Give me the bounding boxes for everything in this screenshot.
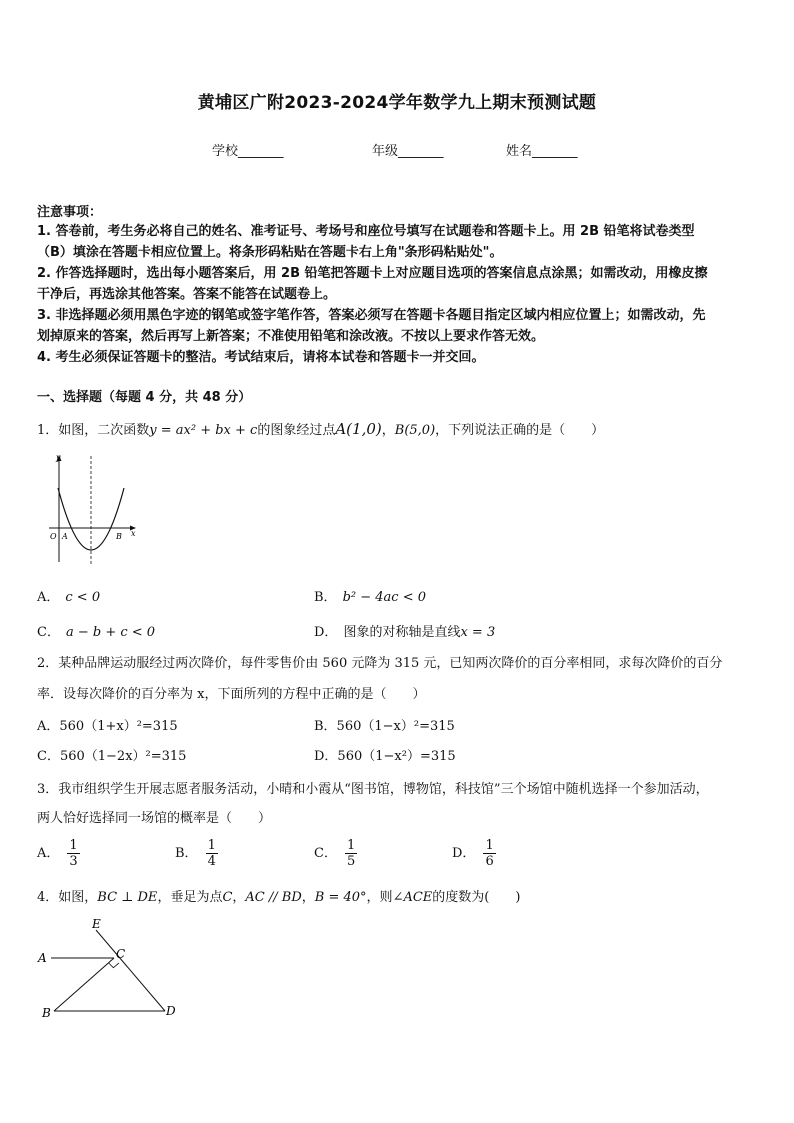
- q3-option-b: B． $\frac{1}{4}$: [175, 838, 216, 869]
- q1-stem: 1．如图，二次函数y = ax² + bx + c的图象经过点A(1,0)，B(5,0)，下列说法正确的是（ ）: [37, 420, 605, 438]
- q3-line-1: 3．我市组织学生开展志愿者服务活动，小晴和小霞从“图书馆，博物馆，科技馆”三个场馆中随机选择一个参加活动，: [37, 782, 709, 797]
- label-c: C: [116, 947, 126, 961]
- school-field: 学校_______: [212, 144, 284, 159]
- q3-option-c: C． $\frac{1}{5}$: [314, 838, 356, 869]
- name-field: 姓名_______: [506, 144, 578, 159]
- parabola-graph: [44, 452, 140, 567]
- notice-line-3: 2. 作答选择题时，选出每小题答案后，用 2B 铅笔把答题卡上对应题目选项的答案信息点涂黑；如需改动，用橡皮擦: [37, 266, 708, 281]
- point-a-label: A: [62, 532, 68, 541]
- q1-option-b: B． b² − 4ac < 0: [314, 590, 426, 605]
- q1-option-a: A． c < 0: [37, 590, 101, 605]
- q4-stem: 4．如图，BC ⊥ DE，垂足为点C，AC // BD，B = 40°，则∠ACE的度数为( ): [37, 890, 521, 905]
- q1-option-c: C． a − b + c < 0: [37, 625, 156, 640]
- q2-option-b: B．560（1−x）²=315: [314, 719, 455, 734]
- label-e: E: [92, 917, 101, 931]
- q2-line-1: 2．某种品牌运动服经过两次降价，每件零售价由 560 元降为 315 元，已知两次降价的百分率相同，求每次降价的百分: [37, 656, 723, 671]
- q2-line-2: 率．设每次降价的百分率为 x，下面所列的方程中正确的是（ ）: [37, 687, 426, 702]
- notice-line-1: 1. 答卷前，考生务必将自己的姓名、准考证号、考场号和座位号填写在试题卷和答题卡上。用 2B 铅笔将试卷类型: [37, 224, 695, 239]
- geometry-figure: [34, 914, 184, 1024]
- label-d: D: [166, 1004, 176, 1018]
- label-a: A: [38, 951, 47, 965]
- q2-option-a: A．560（1+x）²=315: [37, 719, 178, 734]
- notice-line-7: 4. 考生必须保证答题卡的整洁。考试结束后，请将本试卷和答题卡一并交回。: [37, 350, 485, 365]
- q3-option-a: A． $\frac{1}{3}$: [37, 838, 78, 869]
- q3-option-d: D． $\frac{1}{6}$: [452, 838, 494, 869]
- grade-field: 年级_______: [372, 144, 444, 159]
- y-label: y: [56, 453, 61, 462]
- x-label: x: [131, 529, 136, 538]
- notice-heading: 注意事项：: [37, 205, 103, 220]
- notice-line-6: 划掉原来的答案，然后再写上新答案；不准使用铅笔和涂改液。不按以上要求作答无效。: [37, 329, 545, 344]
- point-b-label: B: [116, 532, 122, 541]
- q2-option-c: C．560（1−2x）²=315: [37, 749, 187, 764]
- line-ed: [96, 930, 165, 1011]
- q2-option-d: D．560（1−x²）=315: [314, 749, 456, 764]
- section-heading: 一、选择题（每题 4 分，共 48 分）: [37, 390, 252, 405]
- q3-line-2: 两人恰好选择同一场馆的概率是（ ）: [37, 811, 272, 826]
- notice-line-4: 干净后，再选涂其他答案。答案不能答在试题卷上。: [37, 287, 337, 302]
- origin-label: O: [50, 532, 57, 541]
- label-b: B: [42, 1006, 51, 1020]
- page-title: 黄埔区广附2023-2024学年数学九上期末预测试题: [197, 93, 597, 113]
- notice-line-2: （B）填涂在答题卡相应位置上。将条形码粘贴在答题卡右上角"条形码粘贴处"。: [37, 245, 503, 260]
- right-angle-mark: [109, 963, 120, 968]
- line-bc: [54, 958, 114, 1011]
- notice-line-5: 3. 非选择题必须用黑色字迹的钢笔或签字笔作答，答案必须写在答题卡各题目指定区域内相应位置上；如需改动，先: [37, 308, 706, 323]
- q1-option-d: D． 图象的对称轴是直线x = 3: [314, 625, 496, 640]
